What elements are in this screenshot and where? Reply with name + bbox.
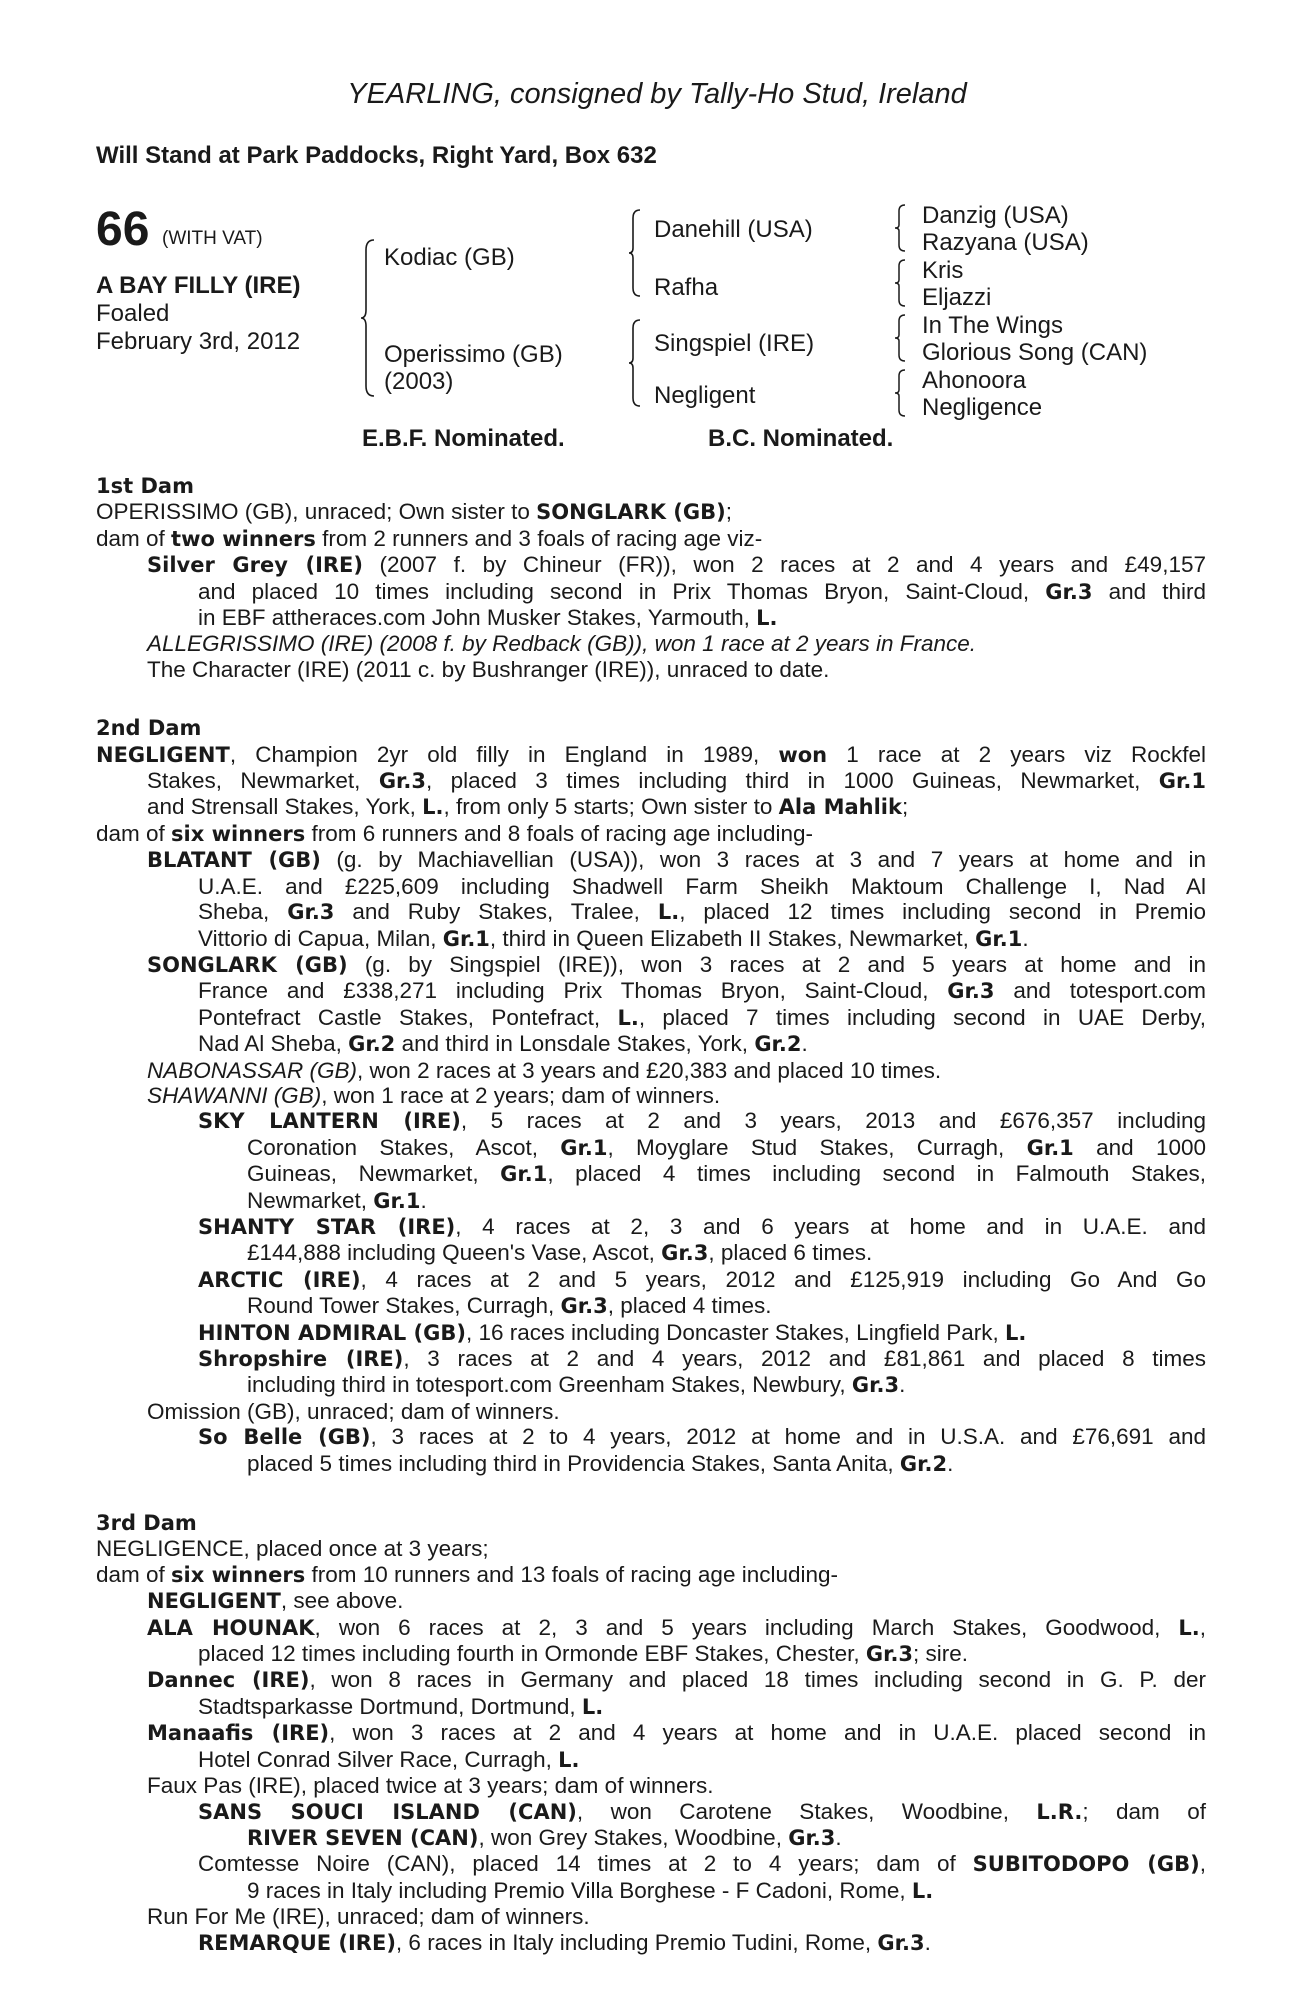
third-dam-line: Dannec (IRE), won 8 races in Germany and placed 18 times including second in G. P. der [147,1667,1206,1693]
third-dam-line: ALA HOUNAK, won 6 races at 2, 3 and 5 years including March Stakes, Goodwood, L., [147,1614,1206,1640]
second-dam-line: BLATANT (GB) (g. by Machiavellian (USA)), won 3 races at 3 and 7 years at home and in [147,847,1206,873]
second-dam-line: Pontefract Castle Stakes, Pontefract, L., placed 7 times including second in UAE Derby, [198,1004,1207,1030]
second-dam-line: NEGLIGENT, Champion 2yr old filly in England in 1989, won 1 race at 2 years viz Rockfel [96,741,1206,767]
first-dam-line: dam of two winners from 2 runners and 3 foals of racing age viz- [96,525,763,551]
second-dam-line: Guineas, Newmarket, Gr.1, placed 4 times including second in Falmouth Stakes, [247,1161,1206,1187]
first-dam-line: ALLEGRISSIMO (IRE) (2008 f. by Redback (GB)), won 1 race at 2 years in France. [147,631,977,657]
stand-location: Will Stand at Park Paddocks, Right Yard, Box 632 [96,142,657,169]
third-dam-line: SANS SOUCI ISLAND (CAN), won Carotene Stakes, Woodbine, L.R.; dam of [198,1798,1206,1824]
second-dam-line: Stakes, Newmarket, Gr.3, placed 3 times including third in 1000 Guineas, Newmarket, Gr.1 [147,768,1206,794]
pedigree-dam-sire: Singspiel (IRE) [654,330,815,357]
third-dam-line: NEGLIGENCE, placed once at 3 years; [96,1536,489,1562]
second-dam-line: Vittorio di Capua, Milan, Gr.1, third in Queen Elizabeth II Stakes, Newmarket, Gr.1. [198,925,1029,951]
second-dam-line: Omission (GB), unraced; dam of winners. [147,1398,560,1424]
pedigree-sire-sire: Danehill (USA) [654,216,813,243]
third-dam-line: Run For Me (IRE), unraced; dam of winners. [147,1904,590,1930]
second-dam-line: Shropshire (IRE), 3 races at 2 and 4 years, 2012 and £81,861 and placed 8 times [198,1346,1206,1371]
second-dam-line: SONGLARK (GB) (g. by Singspiel (IRE)), won 3 races at 2 and 5 years at home and in [147,951,1206,977]
pedigree-gen3-3: Kris [922,257,964,284]
second-dam-line: Newmarket, Gr.1. [247,1187,427,1213]
second-dam-line: ARCTIC (IRE), 4 races at 2 and 5 years, 2012 and £125,919 including Go And Go [198,1266,1206,1292]
pedigree-dam: Operissimo (GB) [384,341,563,368]
pedigree-gen3-7: Ahonoora [922,367,1027,394]
second-dam-line: Nad Al Sheba, Gr.2 and third in Lonsdale Stakes, York, Gr.2. [198,1031,808,1057]
first-dam-heading: 1st Dam [96,474,194,498]
second-dam-line: £144,888 including Queen's Vase, Ascot, Gr.3, placed 6 times. [247,1240,873,1266]
second-dam-line: dam of six winners from 6 runners and 8 foals of racing age including- [96,820,813,846]
third-dam-line: placed 12 times including fourth in Ormonde EBF Stakes, Chester, Gr.3; sire. [198,1641,969,1667]
second-dam-line: SKY LANTERN (IRE), 5 races at 2 and 3 years, 2013 and £676,357 including [198,1108,1207,1134]
lot-name: A BAY FILLY (IRE) [96,272,301,299]
third-dam-line: NEGLIGENT, see above. [147,1588,404,1614]
page-title: YEARLING, consigned by Tally-Ho Stud, Ireland [347,78,967,110]
second-dam-heading: 2nd Dam [96,716,202,741]
third-dam-line: Stadtsparkasse Dortmund, Dortmund, L. [198,1693,604,1719]
pedigree-brace-sire [628,208,646,298]
third-dam-line: 9 races in Italy including Premio Villa Borghese - F Cadoni, Rome, L. [247,1877,934,1903]
first-dam-line: OPERISSIMO (GB), unraced; Own sister to SONGLARK (GB); [96,499,733,525]
pedigree-brace-singspiel [894,313,910,363]
third-dam-line: Manaafis (IRE), won 3 races at 2 and 4 years at home and in U.A.E. placed second in [147,1720,1206,1746]
second-dam-line: placed 5 times including third in Providencia Stakes, Santa Anita, Gr.2. [247,1450,954,1476]
pedigree-gen3-8: Negligence [922,394,1043,421]
pedigree-brace-negligent [894,368,910,418]
pedigree-gen3-6: Glorious Song (CAN) [922,339,1148,366]
third-dam-line: dam of six winners from 10 runners and 13 foals of racing age including- [96,1561,839,1587]
pedigree-dam-dam: Negligent [654,382,756,409]
lot-number: 66 [96,203,150,256]
second-dam-line: including third in totesport.com Greenham Stakes, Newbury, Gr.3. [247,1372,906,1398]
pedigree-brace-gen1 [360,238,380,398]
second-dam-line: and Strensall Stakes, York, L., from only 5 starts; Own sister to Ala Mahlik; [147,794,909,820]
foaled-date: February 3rd, 2012 [96,328,301,355]
third-dam-line: Comtesse Noire (CAN), placed 14 times at 2 to 4 years; dam of SUBITODOPO (GB), [198,1851,1206,1877]
second-dam-line: France and £338,271 including Prix Thomas Bryon, Saint-Cloud, Gr.3 and totesport.com [198,978,1206,1004]
second-dam-line: Coronation Stakes, Ascot, Gr.1, Moyglare Stud Stakes, Curragh, Gr.1 and 1000 [247,1134,1206,1160]
pedigree-gen3-2: Razyana (USA) [922,229,1089,256]
catalogue-body [96,474,1206,1956]
third-dam-line: RIVER SEVEN (CAN), won Grey Stakes, Woodbine, Gr.3. [247,1824,842,1850]
vat-label: (WITH VAT) [162,228,263,249]
second-dam-line: SHAWANNI (GB), won 1 race at 2 years; dam of winners. [147,1082,721,1108]
third-dam-line: Faux Pas (IRE), placed twice at 3 years; dam of winners. [147,1773,714,1799]
second-dam-section [96,716,1206,1477]
pedigree-gen3-1: Danzig (USA) [922,202,1069,229]
ebf-nominated: E.B.F. Nominated. [362,425,565,452]
pedigree-sire-dam: Rafha [654,274,719,301]
foaled-label: Foaled [96,300,170,327]
pedigree-brace-danehill [894,203,910,253]
first-dam-line: Silver Grey (IRE) (2007 f. by Chineur (FR)), won 2 races at 2 and 4 years and £49,157 [147,552,1206,578]
third-dam-line: REMARQUE (IRE), 6 races in Italy including Premio Tudini, Rome, Gr.3. [198,1929,931,1955]
pedigree-gen3-4: Eljazzi [922,284,992,311]
second-dam-line: HINTON ADMIRAL (GB), 16 races including Doncaster Stakes, Lingfield Park, L. [198,1319,1027,1345]
first-dam-section [96,474,1206,682]
second-dam-line: NABONASSAR (GB), won 2 races at 3 years and £20,383 and placed 10 times. [147,1057,942,1083]
first-dam-line: in EBF attheraces.com John Musker Stakes, Yarmouth, L. [198,605,778,631]
bc-nominated: B.C. Nominated. [708,425,894,452]
third-dam-line: Hotel Conrad Silver Race, Curragh, L. [198,1746,580,1772]
first-dam-line: The Character (IRE) (2011 c. by Bushranger (IRE)), unraced to date. [147,656,830,682]
second-dam-line: U.A.E. and £225,609 including Shadwell Farm Sheikh Maktoum Challenge I, Nad Al [198,873,1206,899]
first-dam-line: and placed 10 times including second in Prix Thomas Bryon, Saint-Cloud, Gr.3 and third [198,578,1207,604]
pedigree-brace-dam [628,318,646,408]
second-dam-line: SHANTY STAR (IRE), 4 races at 2, 3 and 6 years at home and in U.A.E. and [198,1213,1207,1239]
pedigree-gen3-5: In The Wings [922,312,1063,339]
third-dam-heading: 3rd Dam [96,1511,197,1536]
pedigree-dam-year: (2003) [384,368,454,395]
second-dam-line: So Belle (GB), 3 races at 2 to 4 years, 2012 at home and in U.S.A. and £76,691 and [198,1424,1206,1450]
second-dam-line: Round Tower Stakes, Curragh, Gr.3, placed 4 times. [247,1293,772,1319]
third-dam-section [96,1511,1206,1956]
second-dam-line: Sheba, Gr.3 and Ruby Stakes, Tralee, L., placed 12 times including second in Premio [198,899,1206,925]
pedigree-sire: Kodiac (GB) [384,244,515,271]
pedigree-brace-rafha [894,258,910,308]
